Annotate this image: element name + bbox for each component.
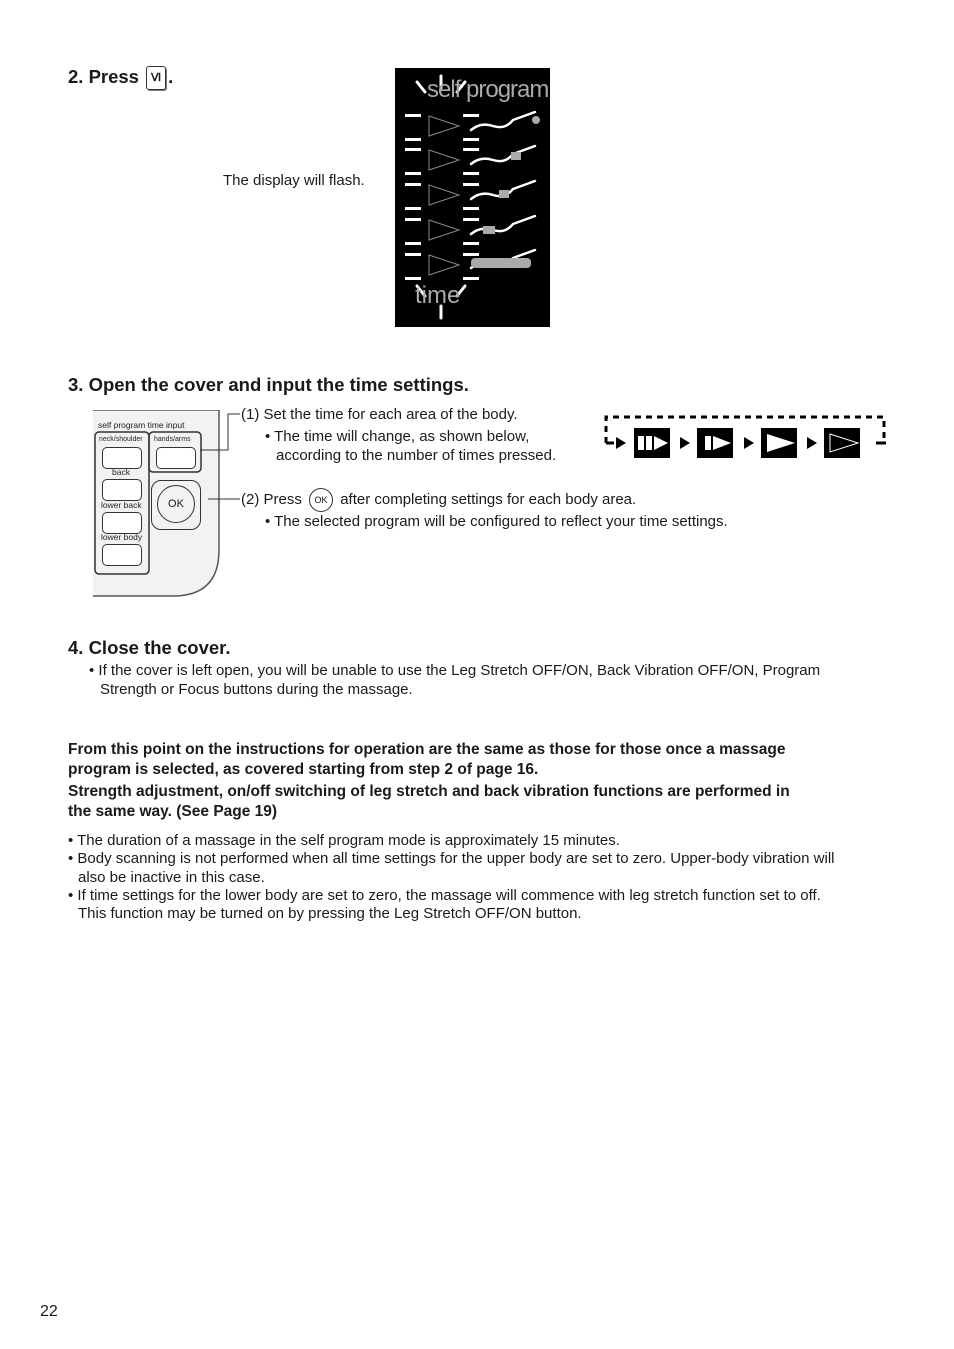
panel-title: self program time input [98,420,185,430]
label-neck-shoulder: neck/shoulder [99,436,143,443]
step3-heading: 3. Open the cover and input the time settings. [68,374,469,395]
instruction-2-prefix: (2) Press [241,490,302,508]
step4-bullet-a: • If the cover is left open, you will be unable to use the Leg Stretch OFF/ON, Back Vibration OFF/ON, Program [89,662,821,679]
flash-note: The display will flash. [223,172,365,189]
instruction-2 [241,488,636,512]
hands-arms-button[interactable] [156,447,196,469]
step2-heading [68,66,173,90]
note-bold-2a: Strength adjustment, on/off switching of leg stretch and back vibration functions are performed in [68,783,790,800]
label-back: back [112,467,130,477]
label-hands-arms: hands/arms [154,436,191,443]
label-lower-body: lower body [101,532,143,542]
step4-heading: 4. Close the cover. [68,637,231,658]
back-button[interactable] [102,479,142,501]
lcd-self-program-label: self program [427,76,549,103]
time-sequence-diagram [604,415,886,457]
label-lower-back: lower back [101,500,142,510]
lcd-display [395,68,550,327]
lower-body-button[interactable] [102,544,142,566]
ok-key-inline: OK [309,488,333,512]
ok-button[interactable]: OK [157,485,195,523]
note-bullet-3a: • If time settings for the lower body are set to zero, the massage will commence with leg stretch function set to off. [68,887,821,904]
instruction-2-suffix: after completing settings for each body area. [340,490,637,508]
note-bullet-3b: This function may be turned on by pressing the Leg Stretch OFF/ON button. [78,905,582,922]
note-bold-1b: program is selected, as covered starting from step 2 of page 16. [68,761,539,778]
time-level-2-icon [697,428,733,458]
callout-lines [200,412,242,512]
note-bullet-2b: also be inactive in this case. [78,869,265,886]
step2-heading-text: 2. Press [68,66,139,87]
lcd-time-label: time [415,282,461,309]
time-level-1-icon [761,428,797,458]
neck-shoulder-button[interactable] [102,447,142,469]
instruction-1-bullet-a: • The time will change, as shown below, [265,428,530,445]
step4-bullet-b: Strength or Focus buttons during the massage. [100,681,413,698]
time-level-0-icon [824,428,860,458]
note-bullet-1: • The duration of a massage in the self program mode is approximately 15 minutes. [68,832,620,849]
page-number: 22 [40,1303,58,1320]
note-bold-1a: From this point on the instructions for operation are the same as those for those once a massage [68,741,786,758]
note-bold-2b: the same way. (See Page 19) [68,803,278,820]
instruction-1-bullet-b: according to the number of times pressed. [276,447,557,464]
step2-heading-suffix: . [168,66,174,87]
program-six-key: Ⅵ [146,66,166,90]
instruction-2-bullet: • The selected program will be configured to reflect your time settings. [265,513,728,530]
lower-back-button[interactable] [102,512,142,534]
time-level-3-icon [634,428,670,458]
instruction-1: (1) Set the time for each area of the body. [241,406,518,423]
note-bullet-2a: • Body scanning is not performed when all time settings for the upper body are set to zero. Upper-body vibration will [68,850,835,867]
